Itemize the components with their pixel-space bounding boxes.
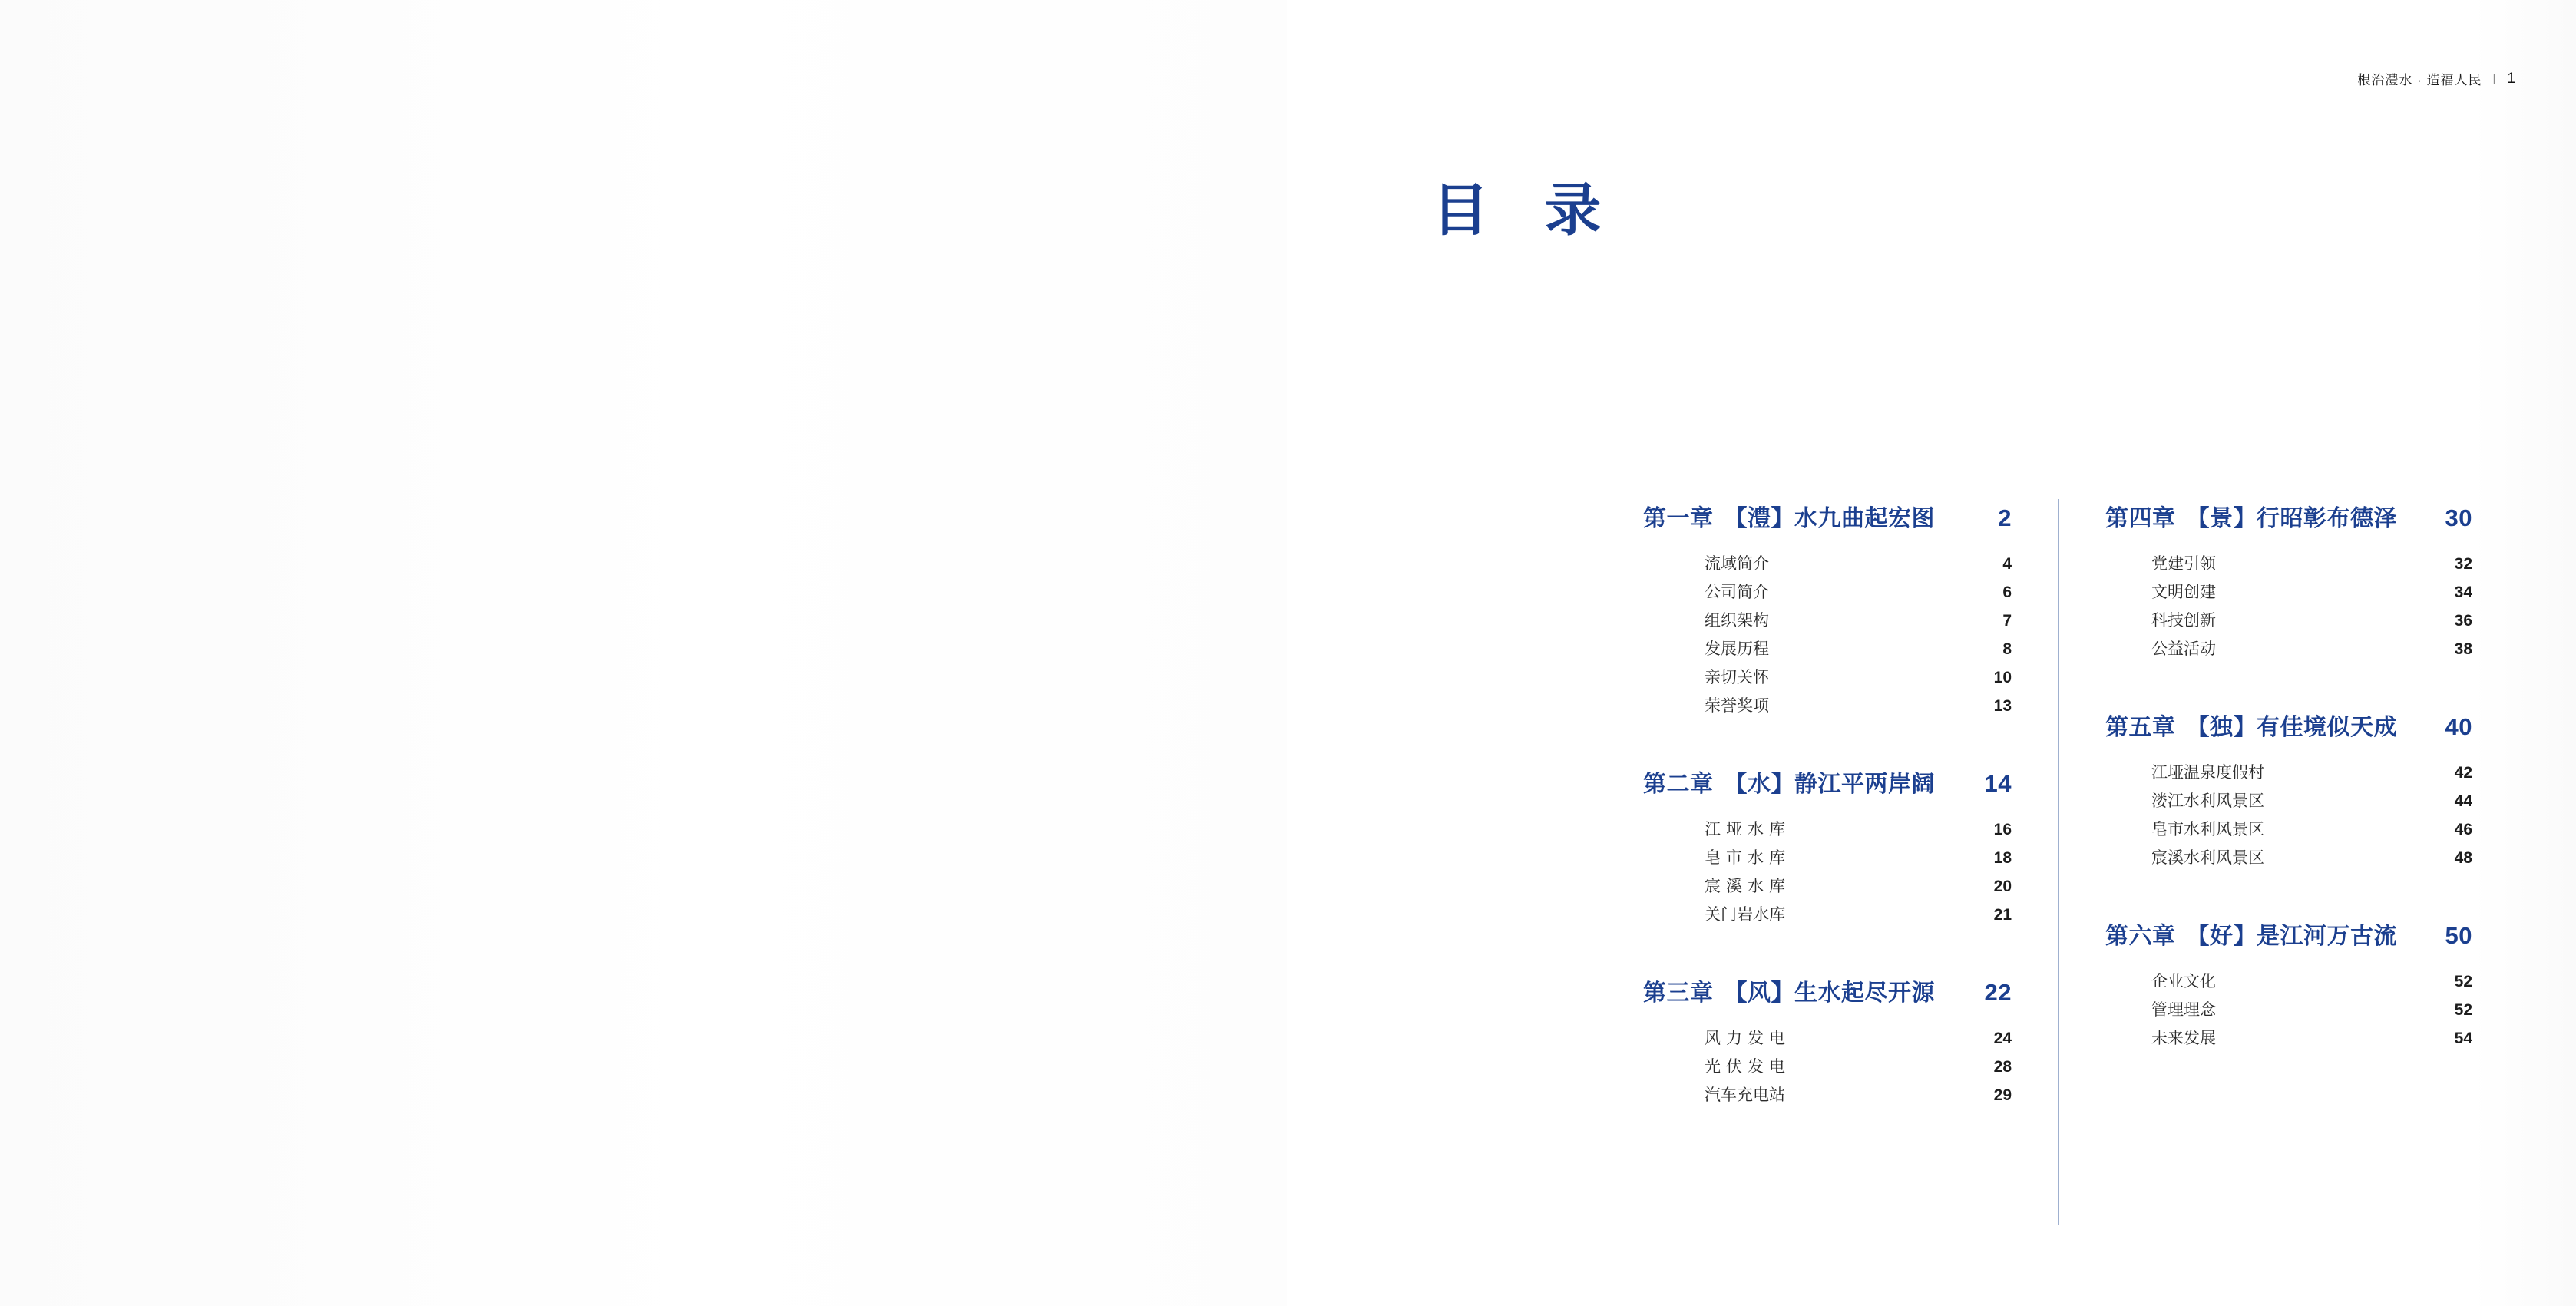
chapter-page-number: 50 <box>2445 922 2472 949</box>
toc-entry[interactable] <box>2151 578 2472 607</box>
toc-entry[interactable] <box>2151 1024 2472 1053</box>
chapter-block <box>2105 708 2472 872</box>
toc-entry-label: 江垭温泉度假村 <box>2151 764 2264 782</box>
toc-entry-page-number: 20 <box>1993 878 2012 895</box>
toc-entry[interactable] <box>2151 815 2472 844</box>
toc-entry-label: 宸溪水利风景区 <box>2151 849 2264 867</box>
chapter-heading[interactable] <box>1643 499 2012 533</box>
toc-entry-page-number: 36 <box>2454 612 2472 630</box>
toc-entry[interactable] <box>1705 635 2012 663</box>
toc-entry-label: 皂市水库 <box>1705 849 1791 867</box>
toc-entry-label: 亲切关怀 <box>1705 669 1769 686</box>
toc-entry-page-number: 7 <box>2002 612 2012 630</box>
left-page-surface <box>0 0 1287 1306</box>
toc-entry[interactable] <box>1705 1053 2012 1081</box>
chapter-block <box>1643 765 2012 929</box>
chapter-heading[interactable] <box>2105 499 2472 533</box>
toc-columns <box>1643 499 2472 1225</box>
toc-entry-page-number: 42 <box>2454 764 2472 782</box>
toc-entry-page-number: 18 <box>1993 849 2012 867</box>
chapter-page-number: 30 <box>2445 504 2472 531</box>
toc-entry-label: 文明创建 <box>2151 584 2216 601</box>
chapter-page-number: 22 <box>1984 979 2012 1006</box>
toc-entry-page-number: 6 <box>2002 584 2012 601</box>
chapter-title: 【水】静江平两岸阔 <box>1724 772 1935 797</box>
running-header-separator: | <box>2492 72 2497 85</box>
chapter-title: 【景】行昭彰布德泽 <box>2186 506 2397 531</box>
chapter-heading[interactable] <box>2105 708 2472 742</box>
chapter-block <box>2105 917 2472 1053</box>
toc-entry[interactable] <box>2151 844 2472 872</box>
toc-entry-page-number: 29 <box>1993 1086 2012 1104</box>
running-header-page-number: 1 <box>2507 70 2516 87</box>
chapter-entry-list <box>1705 1024 2012 1109</box>
chapter-number: 第三章 <box>1643 980 1714 1006</box>
chapter-page-number: 14 <box>1984 770 2012 797</box>
chapter-title: 【好】是江河万古流 <box>2186 924 2397 949</box>
toc-entry[interactable] <box>1705 872 2012 901</box>
chapter-title: 【澧】水九曲起宏图 <box>1724 506 1935 531</box>
chapter-entry-list <box>2151 967 2472 1053</box>
toc-entry-page-number: 52 <box>2454 973 2472 990</box>
toc-entry-label: 溇江水利风景区 <box>2151 792 2264 810</box>
running-header <box>2357 69 2516 88</box>
toc-entry-label: 管理理念 <box>2151 1001 2216 1019</box>
toc-entry[interactable] <box>2151 759 2472 787</box>
toc-entry-label: 荣誉奖项 <box>1705 697 1769 715</box>
toc-entry-label: 企业文化 <box>2151 973 2216 990</box>
toc-entry-label: 光伏发电 <box>1705 1058 1791 1076</box>
toc-entry-label: 发展历程 <box>1705 640 1769 658</box>
toc-entry[interactable] <box>2151 967 2472 996</box>
chapter-page-number: 40 <box>2445 713 2472 740</box>
toc-entry-page-number: 54 <box>2454 1030 2472 1047</box>
chapter-number: 第一章 <box>1643 506 1714 531</box>
toc-entry[interactable] <box>1705 607 2012 635</box>
toc-entry-page-number: 46 <box>2454 821 2472 838</box>
chapter-entry-list <box>2151 759 2472 872</box>
toc-entry[interactable] <box>1705 844 2012 872</box>
chapter-block <box>1643 499 2012 720</box>
toc-entry[interactable] <box>1705 1024 2012 1053</box>
toc-entry-label: 未来发展 <box>2151 1030 2216 1047</box>
toc-entry-label: 公益活动 <box>2151 640 2216 658</box>
toc-entry[interactable] <box>2151 607 2472 635</box>
toc-entry-page-number: 48 <box>2454 849 2472 867</box>
chapter-heading[interactable] <box>1643 974 2012 1007</box>
toc-entry-label: 组织架构 <box>1705 612 1769 630</box>
toc-entry[interactable] <box>2151 996 2472 1024</box>
toc-entry-page-number: 44 <box>2454 792 2472 810</box>
toc-entry-label: 公司简介 <box>1705 584 1769 601</box>
toc-column-1 <box>1643 499 2058 1225</box>
toc-entry-page-number: 52 <box>2454 1001 2472 1019</box>
toc-entry-label: 流域简介 <box>1705 555 1769 573</box>
toc-entry-label: 风力发电 <box>1705 1030 1791 1047</box>
toc-entry[interactable] <box>1705 815 2012 844</box>
toc-entry[interactable] <box>1705 1081 2012 1109</box>
toc-entry-label: 关门岩水库 <box>1705 906 1785 924</box>
chapter-page-number: 2 <box>1998 504 2012 531</box>
toc-entry[interactable] <box>1705 901 2012 929</box>
chapter-block <box>2105 499 2472 663</box>
toc-column-2 <box>2058 499 2472 1225</box>
toc-entry-page-number: 34 <box>2454 584 2472 601</box>
toc-entry-page-number: 28 <box>1993 1058 2012 1076</box>
toc-entry-page-number: 10 <box>1993 669 2012 686</box>
chapter-block <box>1643 974 2012 1109</box>
toc-entry[interactable] <box>2151 635 2472 663</box>
toc-entry[interactable] <box>1705 663 2012 692</box>
chapter-number: 第六章 <box>2105 924 2176 949</box>
toc-entry-page-number: 38 <box>2454 640 2472 658</box>
toc-entry-page-number: 13 <box>1993 697 2012 715</box>
toc-entry[interactable] <box>1705 550 2012 578</box>
toc-entry[interactable] <box>2151 550 2472 578</box>
toc-entry-page-number: 21 <box>1993 906 2012 924</box>
toc-entry-page-number: 4 <box>2002 555 2012 573</box>
toc-entry-page-number: 16 <box>1993 821 2012 838</box>
chapter-number: 第五章 <box>2105 715 2176 740</box>
toc-entry-label: 江垭水库 <box>1705 821 1791 838</box>
toc-entry-label: 汽车充电站 <box>1705 1086 1785 1104</box>
toc-entry[interactable] <box>1705 578 2012 607</box>
chapter-heading[interactable] <box>2105 917 2472 951</box>
toc-entry-page-number: 8 <box>2002 640 2012 658</box>
chapter-entry-list <box>1705 815 2012 929</box>
toc-entry-label: 党建引领 <box>2151 555 2216 573</box>
chapter-heading[interactable] <box>1643 765 2012 798</box>
chapter-title: 【风】生水起尽开源 <box>1724 980 1935 1006</box>
chapter-entry-list <box>2151 550 2472 663</box>
toc-entry-page-number: 32 <box>2454 555 2472 573</box>
chapter-number: 第四章 <box>2105 506 2176 531</box>
toc-entry-page-number: 24 <box>1993 1030 2012 1047</box>
toc-entry-label: 皂市水利风景区 <box>2151 821 2264 838</box>
toc-entry[interactable] <box>2151 787 2472 815</box>
running-header-text: 根治澧水 · 造福人民 <box>2357 73 2482 88</box>
toc-entry-label: 宸溪水库 <box>1705 878 1791 895</box>
chapter-number: 第二章 <box>1643 772 1714 797</box>
page-title: 目 录 <box>1432 178 1622 242</box>
chapter-entry-list <box>1705 550 2012 720</box>
toc-entry-label: 科技创新 <box>2151 612 2216 630</box>
chapter-title: 【独】有佳境似天成 <box>2186 715 2397 740</box>
toc-entry[interactable] <box>1705 692 2012 720</box>
